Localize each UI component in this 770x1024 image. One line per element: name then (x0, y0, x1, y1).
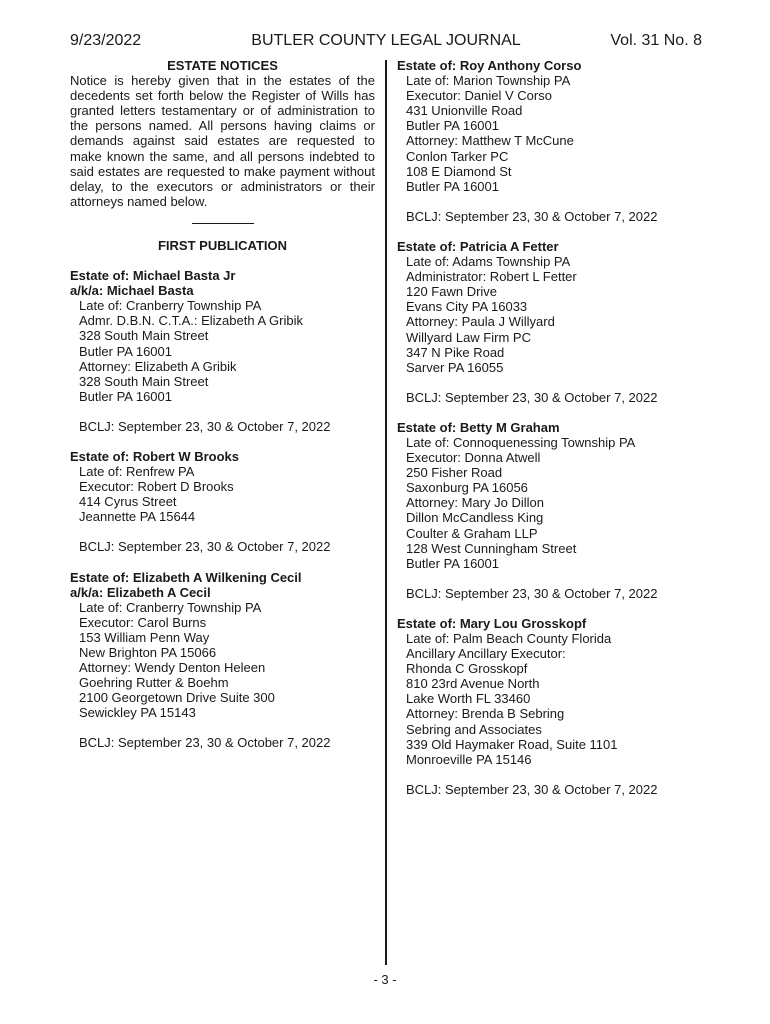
estate-name: Estate of: Robert W Brooks (70, 448, 240, 464)
estate-detail-line: 153 William Penn Way (79, 629, 210, 645)
estate-detail-line: 328 South Main Street (79, 328, 209, 344)
estate-detail-line: 347 N Pike Road (406, 344, 505, 360)
publication-dates: BCLJ: September 23, 30 & October 7, 2022 (79, 735, 331, 751)
estate-detail-line: 120 Fawn Drive (406, 284, 498, 300)
estate-detail-line: Late of: Connoquenessing Township PA (406, 434, 636, 450)
publication-dates: BCLJ: September 23, 30 & October 7, 2022 (406, 781, 658, 797)
estate-detail-line: Butler PA 16001 (406, 178, 499, 194)
estate-detail-line: New Brighton PA 15066 (79, 645, 217, 660)
estate-detail-line: 414 Cyrus Street (79, 494, 177, 510)
estate-detail-line: Sewickley PA 15143 (79, 705, 196, 721)
estate-detail-line: Attorney: Matthew T McCune (406, 133, 574, 149)
estate-entry (70, 268, 375, 434)
estate-detail-line: Attorney: Wendy Denton Heleen (79, 660, 266, 676)
estate-entry (397, 239, 702, 405)
estate-detail-line: Late of: Palm Beach County Florida (406, 631, 612, 646)
publication-dates: BCLJ: September 23, 30 & October 7, 2022 (406, 389, 658, 405)
estate-name: Estate of: Roy Anthony Corso (397, 58, 582, 73)
estate-name: Estate of: Betty M Graham (397, 419, 560, 435)
estate-detail-line: Evans City PA 16033 (406, 299, 528, 315)
estate-detail-line: Monroeville PA 15146 (406, 751, 532, 767)
publication-heading: FIRST PUBLICATION (157, 237, 288, 253)
left-estate-list (70, 268, 375, 751)
estate-entry (397, 420, 702, 601)
page-number: - 3 - (373, 972, 397, 987)
estate-detail-line: 2100 Georgetown Drive Suite 300 (79, 690, 275, 706)
estate-detail-line: Sarver PA 16055 (406, 359, 504, 375)
estate-detail-line: Dillon McCandless King (406, 510, 544, 526)
estate-detail-line: Butler PA 16001 (79, 388, 172, 404)
estate-detail-line: Saxonburg PA 16056 (406, 480, 528, 496)
estate-detail-line: Conlon Tarker PC (406, 148, 509, 164)
estate-entry (70, 449, 375, 555)
estate-name: Estate of: Patricia A Fetter (397, 238, 559, 254)
estate-entry (397, 58, 702, 224)
page-header (70, 32, 702, 52)
estate-name: Estate of: Mary Lou Grosskopf (397, 615, 587, 631)
right-estate-list (397, 58, 702, 797)
estate-detail-line: 339 Old Haymaker Road, Suite 1101 (406, 736, 618, 752)
volume-number: Vol. 31 No. 8 (610, 32, 702, 49)
estate-detail-line: Late of: Adams Township PA (406, 254, 571, 270)
estate-detail-line: Executor: Daniel V Corso (406, 88, 552, 104)
estate-detail-line: Butler PA 16001 (406, 555, 499, 571)
estate-detail-line: Jeannette PA 15644 (79, 509, 196, 525)
publication-dates: BCLJ: September 23, 30 & October 7, 2022 (406, 585, 658, 601)
estate-detail-line: Late of: Cranberry Township PA (79, 599, 262, 615)
estate-detail-line: 250 Fisher Road (406, 465, 503, 481)
estate-detail-line: Attorney: Mary Jo Dillon (406, 495, 544, 511)
estate-detail-line: Executor: Robert D Brooks (79, 479, 234, 495)
estate-detail-line: Rhonda C Grosskopf (406, 661, 528, 677)
estate-detail-line: Executor: Carol Burns (79, 614, 207, 630)
estate-detail-line: Late of: Cranberry Township PA (79, 298, 262, 314)
estate-detail-line: Willyard Law Firm PC (406, 329, 531, 345)
estate-detail-line: Attorney: Elizabeth A Gribik (79, 358, 237, 374)
estate-detail-line: Late of: Renfrew PA (79, 464, 195, 480)
estate-detail-line: 128 West Cunningham Street (406, 540, 577, 556)
estate-detail-line: 431 Unionville Road (406, 103, 523, 119)
intro-paragraph: Notice is hereby given that in the estates of the decedents set forth below the Register of Wills has granted letters testamentary or of administration to the persons named. All persons having claims or demands against said estates are requested to make known the same, and all persons indebted to said estates are requested to make payment without delay, to the executors or administrators or their attorneys named below. (70, 73, 375, 209)
journal-title: BUTLER COUNTY LEGAL JOURNAL (251, 32, 521, 49)
estate-detail-line: 108 E Diamond St (406, 163, 512, 179)
estate-detail-line: Sebring and Associates (406, 721, 542, 737)
estate-name: Estate of: Elizabeth A Wilkening Cecil (70, 569, 302, 585)
publication-dates: BCLJ: September 23, 30 & October 7, 2022 (79, 418, 331, 434)
estate-detail-line: Executor: Donna Atwell (406, 450, 541, 466)
section-title: ESTATE NOTICES (167, 58, 278, 73)
estate-detail-line: Attorney: Brenda B Sebring (406, 706, 565, 722)
header-date: 9/23/2022 (70, 32, 142, 49)
publication-dates: BCLJ: September 23, 30 & October 7, 2022 (79, 539, 331, 555)
estate-detail-line: Administrator: Robert L Fetter (406, 269, 577, 285)
column-divider (385, 60, 387, 965)
estate-entry (397, 616, 702, 797)
estate-detail-line: Butler PA 16001 (79, 343, 172, 359)
left-column (70, 58, 375, 766)
publication-dates: BCLJ: September 23, 30 & October 7, 2022 (406, 208, 658, 224)
estate-detail-line: Lake Worth FL 33460 (406, 691, 531, 707)
estate-detail-line: Coulter & Graham LLP (406, 525, 538, 541)
separator-rule (192, 223, 254, 224)
right-column (397, 58, 702, 812)
estate-detail-line: Butler PA 16001 (406, 118, 499, 134)
estate-detail-line: Goehring Rutter & Boehm (79, 675, 229, 691)
estate-detail-line: 810 23rd Avenue North (406, 676, 540, 692)
estate-detail-line: Ancillary Ancillary Executor: (406, 646, 566, 662)
estate-entry (70, 570, 375, 751)
estate-detail-line: Admr. D.B.N. C.T.A.: Elizabeth A Gribik (79, 313, 303, 329)
estate-aka: a/k/a: Elizabeth A Cecil (70, 584, 211, 600)
estate-aka: a/k/a: Michael Basta (70, 283, 194, 299)
estate-name: Estate of: Michael Basta Jr (70, 268, 236, 284)
estate-detail-line: Attorney: Paula J Willyard (406, 314, 555, 330)
estate-detail-line: Late of: Marion Township PA (406, 73, 571, 89)
estate-detail-line: 328 South Main Street (79, 373, 209, 389)
